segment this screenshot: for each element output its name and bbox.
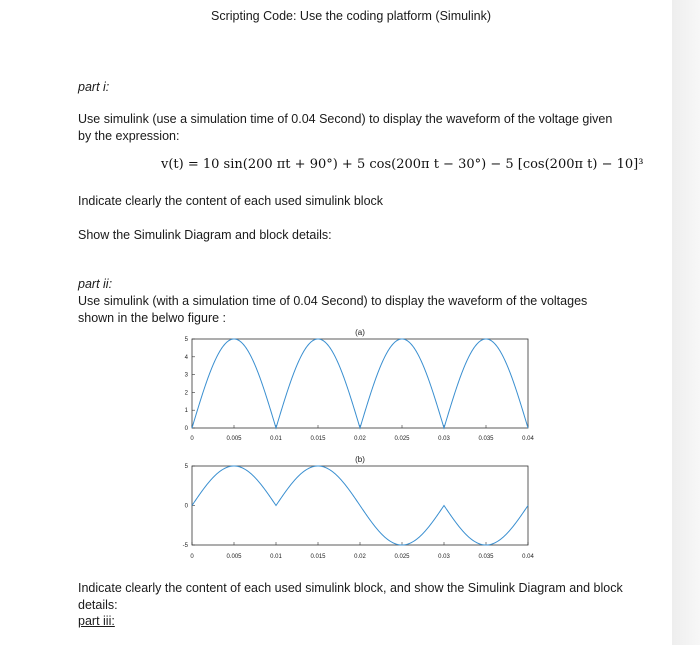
plot-a-x-tick-label: 0 — [190, 436, 194, 442]
plot-b-x-tick-label: 0.015 — [310, 554, 326, 560]
plot-a-x-tick-label: 0.035 — [478, 436, 494, 442]
voltage-formula: v(t) = 10 sin(200 πt + 90°) + 5 cos(200π t − 30°) − 5 [cos(200π t) − 10]³ — [161, 157, 644, 172]
part-ii-instruction-line-1: Use simulink (with a simulation time of 0.04 Second) to display the waveform of the voltages — [78, 294, 588, 308]
plot-b-x-tick-label: 0.005 — [226, 554, 242, 560]
page-title: Scripting Code: Use the coding platform (Simulink) — [211, 9, 491, 23]
part-ii-footer-line-1: Indicate clearly the content of each used simulink block, and show the Simulink Diagram and block — [78, 581, 623, 595]
plot-a-y-tick-label: 5 — [184, 337, 188, 343]
plot-a-x-tick-label: 0.03 — [438, 436, 450, 442]
waveform-figure — [160, 322, 560, 570]
plot-b-x-tick-label: 0.02 — [354, 554, 366, 560]
plot-a-y-tick-label: 1 — [184, 408, 188, 415]
plot-b-x-tick-label: 0.04 — [522, 554, 534, 560]
part-i-heading: part i: — [78, 80, 110, 94]
plot-a-x-tick-label: 0.01 — [270, 436, 282, 442]
plot-a-title: (a) — [355, 328, 365, 337]
plot-b-x-tick-label: 0 — [190, 554, 194, 560]
part-ii-instruction-line-2: shown in the belwo figure : — [78, 311, 227, 325]
plot-b-y-tick-label: -5 — [182, 543, 188, 549]
plot-b-x-tick-label: 0.01 — [270, 554, 282, 560]
plot-a-x-tick-label: 0.015 — [310, 436, 326, 442]
part-i-instruction-line-1: Use simulink (use a simulation time of 0.04 Second) to display the waveform of the voltage given — [78, 112, 613, 126]
plot-a-x-tick-label: 0.025 — [394, 436, 410, 442]
plot-a-x-tick-label: 0.02 — [354, 436, 366, 442]
plot-b-y-tick-label: 0 — [184, 503, 188, 510]
part-ii-footer-line-2: details: — [78, 598, 118, 612]
plot-b-x-tick-label: 0.035 — [478, 554, 494, 560]
plot-a-y-tick-label: 3 — [184, 372, 188, 379]
plot-a-x-tick-label: 0.04 — [522, 436, 534, 442]
part-i-note-diagram: Show the Simulink Diagram and block details: — [78, 228, 332, 242]
plot-a-y-tick-label: 4 — [184, 354, 188, 361]
plot-b-title: (b) — [355, 455, 365, 464]
part-iii-heading: part iii: — [78, 614, 115, 628]
plot-a-y-tick-label: 0 — [184, 426, 188, 432]
plot-a-y-tick-label: 2 — [184, 390, 188, 397]
plot-b-y-tick-label: 5 — [184, 464, 188, 470]
plot-b-x-tick-label: 0.025 — [394, 554, 410, 560]
window-right-edge — [672, 0, 700, 645]
part-ii-heading: part ii: — [78, 277, 113, 291]
plot-b-x-tick-label: 0.03 — [438, 554, 450, 560]
part-i-note-block-content: Indicate clearly the content of each used simulink block — [78, 194, 384, 208]
plot-a-x-tick-label: 0.005 — [226, 436, 242, 442]
part-i-instruction-line-2: by the expression: — [78, 129, 180, 143]
plot-a-axes-box — [192, 339, 528, 428]
